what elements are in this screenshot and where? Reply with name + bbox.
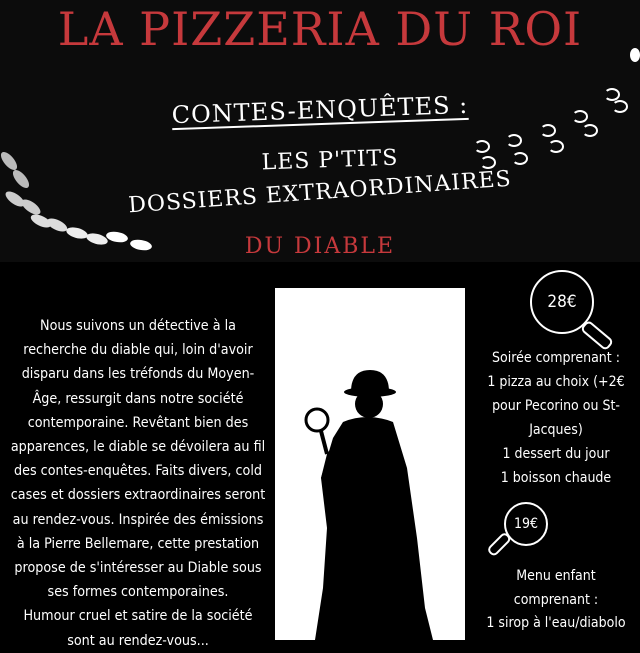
description-line: cases et dossiers extraordinaires seront xyxy=(10,487,266,504)
description-line: des contes-enquêtes. Faits divers, cold xyxy=(14,463,262,480)
description-line: au rendez-vous. Inspirée des émissions xyxy=(12,511,264,528)
offer-details xyxy=(472,346,640,490)
kids-line: Menu enfant xyxy=(516,568,596,584)
offer-line: pour Pecorino ou St- xyxy=(492,398,620,414)
page-title: LA PIZZERIA DU ROI xyxy=(57,2,583,56)
offer-line: Soirée comprenant : xyxy=(492,350,620,366)
offer-line: 1 dessert du jour xyxy=(502,446,610,462)
description-line: Âge, ressurgit dans notre société xyxy=(32,390,244,407)
subtitle-line-3: DOSSIERS EXTRAORDINAIRES xyxy=(127,166,513,219)
detective-photo xyxy=(275,288,465,640)
offer-line: 1 boisson chaude xyxy=(500,470,612,486)
kids-line: 1 sirop à l'eau/diabolo xyxy=(486,615,626,631)
description-line: disparu dans les tréfonds du Moyen- xyxy=(21,366,255,383)
offer-line: 1 pizza au choix (+2€ xyxy=(487,374,625,390)
subtitle-line-2: LES P'TITS xyxy=(261,145,399,176)
description-line: Nous suivons un détective à la xyxy=(40,318,236,334)
description-text xyxy=(10,314,266,653)
description-line: propose de s'intéresser au Diable sous xyxy=(14,560,262,577)
magnifier-handle xyxy=(486,531,512,557)
price-main: 28€ xyxy=(547,292,577,312)
description-line: à la Pierre Bellemare, cette prestation xyxy=(16,535,260,552)
description-line: Humour cruel et satire de la société xyxy=(23,608,253,625)
kids-line: comprenant : xyxy=(513,591,599,608)
offer-line: Jacques) xyxy=(529,422,583,438)
description-line: recherche du diable qui, loin d'avoir xyxy=(23,342,253,359)
description-line: sont au rendez-vous... xyxy=(67,632,209,649)
description-line: ses formes contemporaines. xyxy=(47,584,229,601)
description-line: apparences, le diable se dévoilera au fil xyxy=(10,439,266,456)
description-line: contemporaine. Revêtant bien des xyxy=(27,414,249,431)
subtitle-line-1: CONTES-ENQUÊTES : xyxy=(171,90,469,130)
decorative-dot xyxy=(630,48,640,62)
subtitle-line-4: DU DIABLE xyxy=(244,234,396,259)
kids-menu-details xyxy=(472,565,640,636)
price-kids: 19€ xyxy=(513,516,539,532)
detective-silhouette xyxy=(275,288,465,640)
